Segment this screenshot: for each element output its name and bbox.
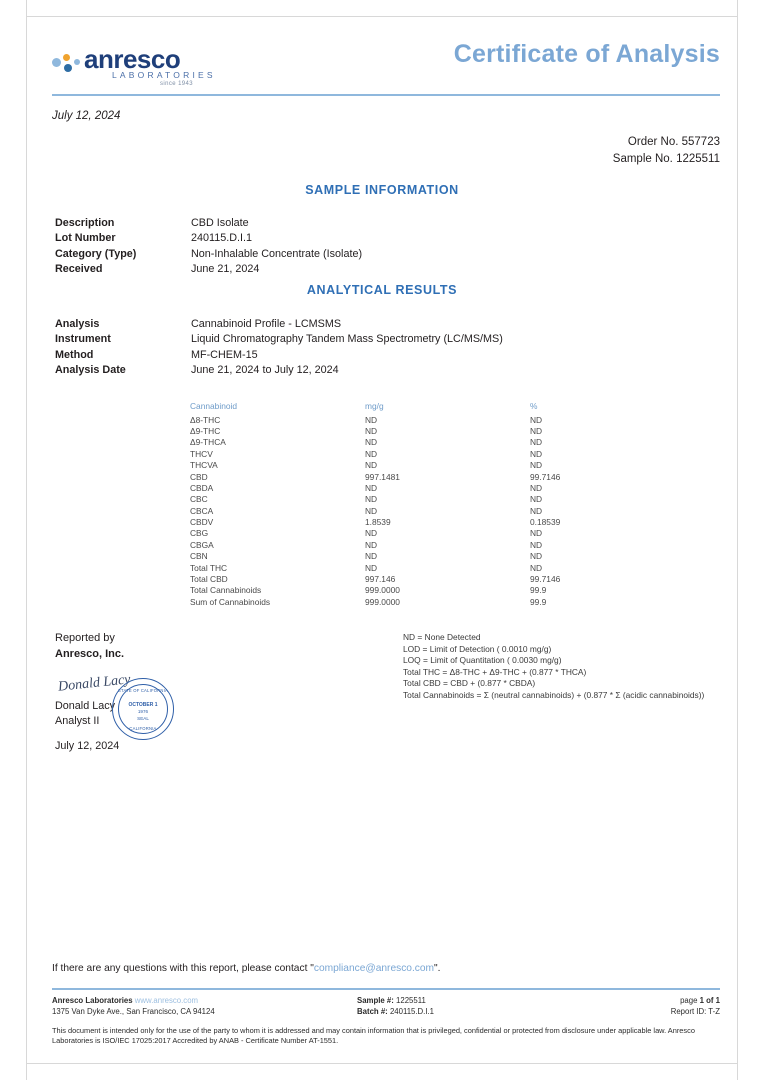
sample-number-label: Sample No.: [612, 153, 673, 165]
field-label: Lot Number: [55, 232, 116, 245]
cell-analyte: THCV: [190, 448, 213, 459]
note-item: Total Cannabinoids = Σ (neutral cannabinoids) + (0.877 * Σ (acidic cannabinoids)): [403, 689, 705, 700]
cell-analyte: Δ8-THC: [190, 414, 221, 425]
column-header-cannabinoid: Cannabinoid: [190, 401, 238, 411]
note-item: LOQ = Limit of Quantitation ( 0.0030 mg/g): [403, 655, 562, 666]
page-value: 1 of 1: [699, 996, 720, 1005]
analysis-notes: [403, 632, 704, 702]
field-value: CBD Isolate: [191, 217, 249, 229]
cell-analyte: CBGA: [190, 539, 214, 550]
signer-title: Analyst II: [55, 715, 100, 727]
cell-mgg: ND: [365, 448, 378, 459]
field-label: Method: [55, 348, 94, 361]
cell-analyte: Sum of Cannabinoids: [190, 596, 271, 607]
table-row: [190, 460, 610, 471]
cell-analyte: CBCA: [190, 505, 214, 516]
reported-by-label: Reported by: [55, 632, 115, 644]
footer-lab-info: [52, 996, 322, 1017]
note-item: LOD = Limit of Detection ( 0.0010 mg/g): [403, 643, 552, 654]
footer-sample-value: 1225511: [396, 996, 426, 1005]
table-row: [190, 551, 610, 562]
cell-analyte: CBN: [190, 551, 208, 562]
page-title: Certificate of Analysis: [453, 40, 720, 68]
signer-name: Donald Lacy: [55, 700, 116, 712]
cell-analyte: Total THC: [190, 562, 228, 573]
cell-mgg: ND: [365, 460, 378, 471]
table-row: [190, 494, 610, 505]
table-row: [190, 596, 610, 607]
cell-percent: 0.18539: [530, 517, 561, 528]
table-row: [190, 539, 610, 550]
cell-mgg: 999.0000: [365, 596, 400, 607]
cell-mgg: ND: [365, 505, 378, 516]
sample-information-heading: SAMPLE INFORMATION: [305, 183, 459, 197]
anresco-logo: [52, 44, 222, 88]
cell-percent: ND: [530, 539, 543, 550]
legal-disclaimer: This document is intended only for the use of the party to whom it is addressed and may contain information that is privileged, confidential or protected from disclosure under applicable law. Anresco Laboratories is ISO/IEC 17025:2017 Accredited by ANAB - Certificate Number AT-1551.: [52, 1026, 695, 1046]
field-label: Analysis Date: [55, 364, 126, 377]
table-row: [190, 573, 610, 584]
note-item: ND = None Detected: [403, 632, 481, 642]
cannabinoid-results-table: [190, 401, 610, 607]
logo-dots-icon: [52, 52, 88, 74]
list-item: [55, 216, 362, 231]
cell-percent: ND: [530, 494, 543, 505]
cell-percent: 99.7146: [530, 573, 561, 584]
contact-note: [52, 963, 441, 974]
seal-line-1: STATE OF CALIFORNIA: [118, 688, 168, 693]
list-item: [55, 231, 362, 246]
page-border-bottom: [26, 1063, 738, 1064]
cell-analyte: CBG: [190, 528, 209, 539]
report-date: July 12, 2024: [52, 110, 121, 122]
table-row: [190, 414, 610, 425]
seal-line-5: CALIFORNIA: [129, 726, 157, 731]
notary-seal-icon: [112, 678, 174, 740]
list-item: [55, 332, 503, 347]
table-row: [190, 471, 610, 482]
cell-mgg: ND: [365, 551, 378, 562]
cell-percent: ND: [530, 562, 543, 573]
field-value: Liquid Chromatography Tandem Mass Spectrometry (LC/MS/MS): [191, 333, 503, 346]
table-row: [190, 528, 610, 539]
cell-mgg: ND: [365, 414, 378, 425]
analytical-results-heading: ANALYTICAL RESULTS: [306, 283, 458, 297]
cell-analyte: Total Cannabinoids: [190, 585, 262, 596]
analysis-details-table: [55, 317, 503, 379]
signer-block: [55, 699, 115, 729]
field-value: Non-Inhalable Concentrate (Isolate): [191, 247, 363, 260]
field-label: Received: [55, 263, 103, 276]
cell-percent: ND: [530, 551, 543, 562]
cell-percent: ND: [530, 414, 543, 425]
cell-mgg: ND: [365, 426, 378, 437]
header-divider: [52, 94, 720, 96]
column-header-percent: %: [530, 401, 538, 411]
field-value: MF-CHEM-15: [191, 348, 258, 361]
cell-analyte: CBDV: [190, 517, 214, 528]
field-value: Cannabinoid Profile - LCMSMS: [191, 318, 342, 330]
logo-subtitle: LABORATORIES: [112, 70, 216, 80]
list-item: [55, 348, 503, 363]
page-label: page: [680, 996, 698, 1005]
cell-mgg: 1.8539: [365, 517, 391, 528]
cell-mgg: 997.1481: [365, 471, 400, 482]
cell-mgg: ND: [365, 562, 378, 573]
cell-percent: ND: [530, 505, 543, 516]
signature-script: Donald Lacy: [57, 672, 132, 695]
reported-by-block: [55, 630, 124, 662]
report-id-value: T-Z: [708, 1006, 720, 1016]
note-item: Total THC = Δ8-THC + Δ9-THC + (0.877 * THCA): [403, 666, 587, 677]
cell-analyte: Δ9-THC: [190, 426, 221, 437]
footer-lab-address: 1375 Van Dyke Ave., San Francisco, CA 94124: [52, 1006, 215, 1016]
footer-divider: [52, 988, 720, 990]
note-item: Total CBD = CBD + (0.877 * CBDA): [403, 678, 536, 689]
sample-number-line: [613, 151, 720, 168]
order-number-line: [613, 134, 720, 151]
table-row: [190, 585, 610, 596]
sample-information-table: [55, 216, 362, 278]
table-header-row: [190, 401, 610, 414]
table-row: [190, 448, 610, 459]
cell-percent: ND: [530, 426, 543, 437]
footer-batch-label: Batch #:: [357, 1006, 388, 1016]
footer-sample-label: Sample #:: [357, 996, 394, 1005]
column-header-mgg: mg/g: [365, 401, 384, 411]
cell-percent: 99.9: [530, 596, 547, 607]
footer-sample-info: [357, 996, 547, 1017]
seal-line-3: 1976: [137, 709, 149, 714]
table-row: [190, 516, 610, 527]
logo-wordmark: anresco: [84, 44, 181, 74]
reporting-lab-name: Anresco, Inc.: [55, 648, 125, 660]
field-label: Analysis: [55, 318, 100, 330]
cell-mgg: 999.0000: [365, 585, 400, 596]
list-item: [55, 363, 503, 378]
list-item: [55, 262, 362, 277]
field-value: 240115.D.I.1: [191, 232, 253, 245]
sample-number-value: 1225511: [676, 153, 720, 165]
cell-mgg: ND: [365, 494, 378, 505]
field-value: June 21, 2024: [191, 263, 260, 276]
footer-batch-value: 240115.D.I.1: [389, 1006, 435, 1016]
document-header: [52, 40, 720, 92]
cell-percent: ND: [530, 528, 543, 539]
table-row: [190, 562, 610, 573]
seal-line-4: SEAL: [137, 716, 149, 721]
cell-percent: 99.7146: [530, 471, 561, 482]
cell-mgg: ND: [365, 528, 378, 539]
list-item: [55, 247, 362, 262]
cell-mgg: ND: [365, 482, 378, 493]
cell-analyte: Total CBD: [190, 573, 228, 584]
logo-since: since 1943: [160, 81, 194, 87]
contact-email-link[interactable]: compliance@anresco.com: [313, 963, 435, 974]
table-row: [190, 437, 610, 448]
cell-mgg: ND: [365, 437, 378, 448]
cell-percent: ND: [530, 460, 543, 471]
page-border-top: [26, 16, 738, 17]
footer-page-info: [550, 996, 720, 1017]
field-value: June 21, 2024 to July 12, 2024: [191, 364, 339, 377]
cell-analyte: CBDA: [190, 482, 214, 493]
footer-lab-name: Anresco Laboratories: [52, 996, 133, 1005]
order-number-label: Order No.: [627, 136, 679, 148]
seal-line-2: OCTOBER 1: [128, 702, 158, 708]
page-border-right: [737, 0, 738, 1080]
cell-percent: ND: [530, 437, 543, 448]
footer-lab-url[interactable]: www.anresco.com: [134, 996, 199, 1005]
list-item: [55, 317, 503, 332]
contact-suffix: ".: [434, 963, 441, 974]
field-label: Category (Type): [55, 247, 137, 260]
cell-analyte: CBD: [190, 471, 208, 482]
cell-percent: 99.9: [530, 585, 547, 596]
page-border-left: [26, 0, 27, 1080]
cell-percent: ND: [530, 482, 543, 493]
table-row: [190, 505, 610, 516]
cell-mgg: ND: [365, 539, 378, 550]
cell-percent: ND: [530, 448, 543, 459]
order-info: [613, 134, 720, 168]
order-number-value: 557723: [681, 136, 720, 148]
cell-analyte: THCVA: [190, 460, 218, 471]
cell-analyte: CBC: [190, 494, 208, 505]
signature-date: July 12, 2024: [55, 740, 120, 752]
field-label: Description: [55, 217, 115, 229]
report-id-label: Report ID:: [670, 1006, 707, 1016]
table-row: [190, 482, 610, 493]
cell-analyte: Δ9-THCA: [190, 437, 226, 448]
table-row: [190, 425, 610, 436]
cell-mgg: 997.146: [365, 573, 396, 584]
field-label: Instrument: [55, 333, 111, 346]
contact-prefix: If there are any questions with this report, please contact ": [52, 963, 314, 974]
